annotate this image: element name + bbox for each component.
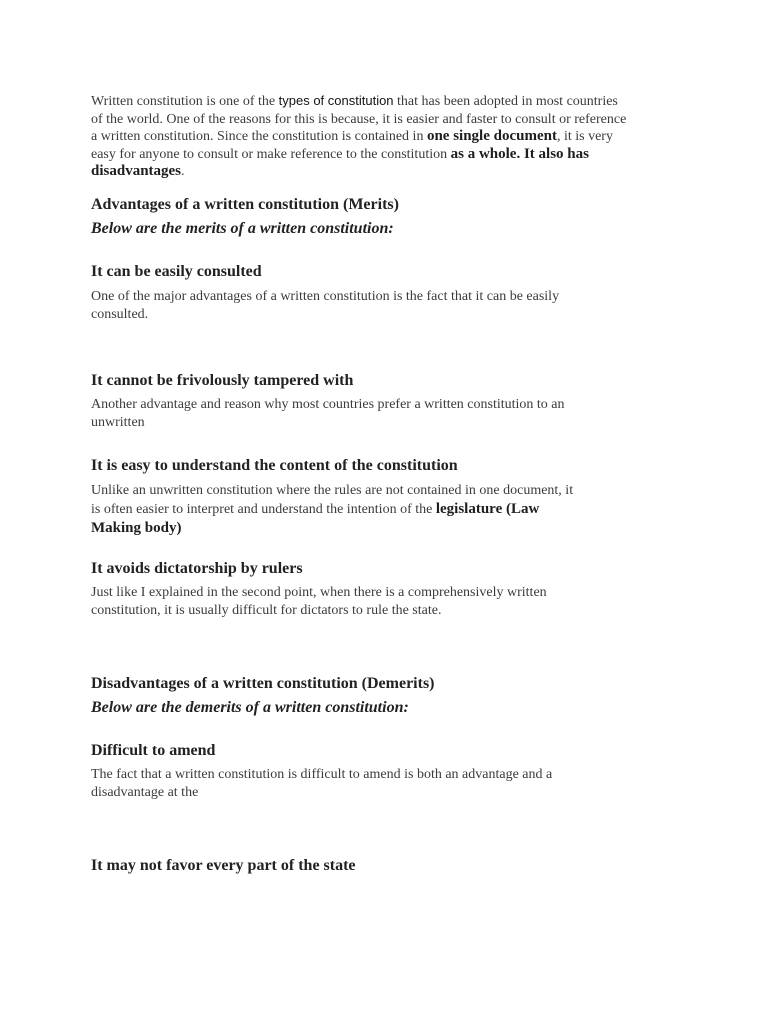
- point-body: [91, 482, 573, 538]
- intro-bold-text: as a whole. It also has: [450, 145, 589, 162]
- point-line: unwritten: [91, 415, 145, 430]
- point-title: It may not favor every part of the state: [91, 857, 356, 874]
- point-body: [91, 288, 559, 324]
- intro-line: [91, 128, 626, 146]
- point-title: It cannot be frivolously tampered with: [91, 372, 354, 389]
- disadvantages-heading: Disadvantages of a written constitution (Demerits): [91, 675, 435, 692]
- types-of-constitution-link[interactable]: types of constitution: [278, 93, 394, 108]
- point-line: constitution, it is usually difficult for dictators to rule the state.: [91, 603, 442, 618]
- point-line: consulted.: [91, 307, 149, 322]
- point-title: Difficult to amend: [91, 742, 216, 759]
- disadvantages-lead: Below are the demerits of a written constitution:: [91, 699, 409, 716]
- intro-text: that has been adopted in most countries: [393, 94, 618, 109]
- advantages-heading: Advantages of a written constitution (Merits): [91, 196, 399, 213]
- point-line: One of the major advantages of a written constitution is the fact that it can be easily: [91, 289, 560, 304]
- intro-text: Written constitution is one of the: [91, 94, 279, 109]
- point-line: [91, 519, 573, 538]
- point-line: [91, 500, 573, 519]
- point-title: It is easy to understand the content of the constitution: [91, 457, 458, 474]
- point-line: Just like I explained in the second point, when there is a comprehensively written: [91, 585, 547, 600]
- point-bold-text: legislature (Law: [435, 501, 540, 517]
- point-line: disadvantage at the: [91, 785, 199, 800]
- point-body: [91, 396, 565, 432]
- point-line: [91, 482, 573, 500]
- intro-line: [91, 146, 626, 164]
- intro-text: .: [181, 164, 185, 179]
- point-body: [91, 766, 552, 802]
- intro-text: of the world. One of the reasons for this is because, it is easier and faster to consult or reference: [91, 111, 627, 127]
- intro-text: easy for anyone to consult or make reference to the constitution: [91, 146, 451, 162]
- intro-bold-text: disadvantages: [91, 163, 182, 179]
- point-text: Unlike an unwritten constitution where the rules are not contained in one document, it: [91, 483, 574, 498]
- point-title: It avoids dictatorship by rulers: [91, 560, 303, 577]
- point-line: Another advantage and reason why most countries prefer a written constitution to an: [91, 397, 565, 412]
- intro-line: [91, 163, 626, 181]
- point-line: The fact that a written constitution is difficult to amend is both an advantage and a: [91, 767, 553, 782]
- intro-line: [91, 92, 626, 111]
- point-text: is often easier to interpret and understand the intention of the: [91, 502, 436, 517]
- point-body: [91, 584, 547, 620]
- point-bold-text: Making body): [91, 520, 182, 536]
- intro-text: , it is very: [556, 129, 613, 144]
- advantages-lead: Below are the merits of a written constitution:: [91, 220, 394, 237]
- intro-paragraph: [91, 92, 626, 181]
- intro-line: [91, 111, 626, 129]
- intro-bold-text: one single document: [426, 128, 557, 144]
- intro-text: a written constitution. Since the constitution is contained in: [91, 129, 427, 144]
- point-title: It can be easily consulted: [91, 263, 262, 280]
